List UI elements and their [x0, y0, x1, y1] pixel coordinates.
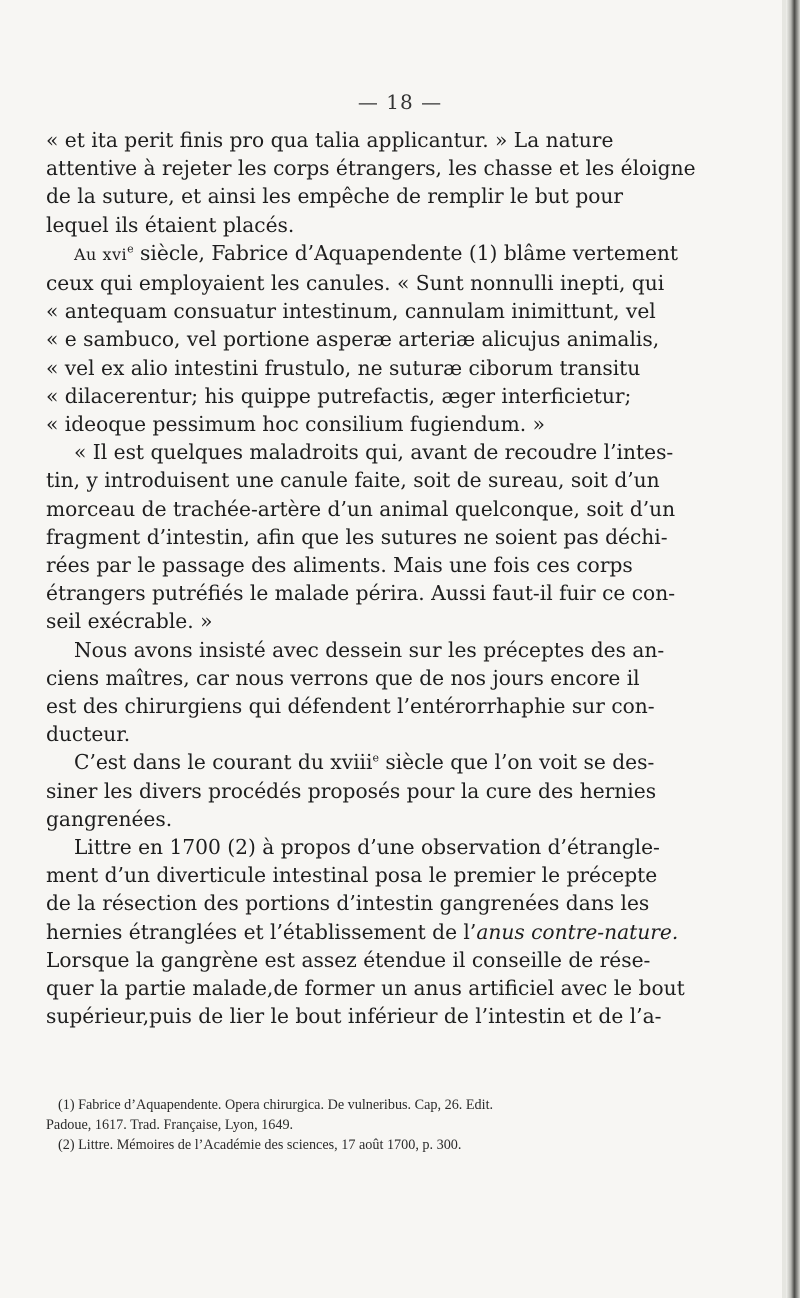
- text-line: rées par le passage des aliments. Mais une fois ces corps: [46, 553, 633, 578]
- text-line: quer la partie malade,de former un anus artificiel avec le bout: [46, 976, 685, 1001]
- quote-line: « vel ex alio intestini frustulo, ne suturæ ciborum transitu: [46, 355, 641, 380]
- text-line: tin, y introduisent une canule faite, soit de sureau, soit d’un: [46, 468, 660, 493]
- text-line: de la résection des portions d’intestin gangrenées dans les: [46, 891, 650, 916]
- text-line: est des chirurgiens qui défendent l’entérorrhaphie sur con-: [46, 694, 655, 719]
- footnotes: [46, 1095, 766, 1155]
- italic-term: anus contre-nature.: [476, 919, 679, 944]
- quote-line: « antequam consuatur intestinum, cannulam inimittunt, vel: [46, 299, 656, 324]
- text-fragment: C’est dans le courant du xviii: [74, 750, 373, 775]
- text-line: Littre en 1700 (2) à propos d’une observation d’étrangle-: [74, 835, 660, 860]
- quote-line: « ideoque pessimum hoc consilium fugiendum. »: [46, 412, 545, 437]
- footnote-2: (2) Littre. Mémoires de l’Académie des sciences, 17 août 1700, p. 300.: [58, 1137, 462, 1153]
- quote-line: « dilacerentur; his quippe putrefactis, æger interficietur;: [46, 383, 632, 408]
- text-line: attentive à rejeter les corps étrangers, les chasse et les éloigne: [46, 156, 696, 181]
- superscript: e: [127, 242, 134, 256]
- text-line: [46, 918, 766, 946]
- body-text: [46, 126, 766, 1031]
- text-line: Lorsque la gangrène est assez étendue il conseille de rése-: [46, 947, 651, 972]
- text-line: [46, 748, 766, 776]
- text-line: lequel ils étaient placés.: [46, 212, 295, 237]
- text-line: supérieur,puis de lier le bout inférieur de l’intestin et de l’a-: [46, 1004, 662, 1029]
- text-line: « et ita perit finis pro qua talia applicantur. » La nature: [46, 128, 614, 152]
- text-line: ciens maîtres, car nous verrons que de nos jours encore il: [46, 665, 640, 690]
- text-line: gangrenées.: [46, 806, 173, 831]
- text-line: de la suture, et ainsi les empêche de remplir le but pour: [46, 184, 624, 209]
- page-edge: [786, 0, 800, 1298]
- footnote-1: (1) Fabrice d’Aquapendente. Opera chirurgica. De vulneribus. Cap, 26. Edit.: [58, 1097, 494, 1113]
- text-line: ceux qui employaient les canules. « Sunt nonnulli inepti, qui: [46, 271, 665, 296]
- quote-line: « e sambuco, vel portione asperæ arteriæ alicujus animalis,: [46, 327, 660, 352]
- text-line: ducteur.: [46, 722, 131, 747]
- text-line: ment d’un diverticule intestinal posa le premier le précepte: [46, 863, 658, 888]
- text-line: « Il est quelques maladroits qui, avant de recoudre l’intes-: [74, 440, 674, 465]
- text-line: morceau de trachée-artère d’un animal quelconque, soit d’un: [46, 496, 676, 521]
- superscript: e: [372, 751, 379, 765]
- text-line: siner les divers procédés proposés pour la cure des hernies: [46, 778, 657, 803]
- text-line: Nous avons insisté avec dessein sur les préceptes des an-: [74, 637, 665, 662]
- text-line: fragment d’intestin, afin que les sutures ne soient pas déchi-: [46, 524, 668, 549]
- footnote-1-continued: Padoue, 1617. Trad. Française, Lyon, 1649.: [46, 1117, 294, 1133]
- text-line: seil exécrable. »: [46, 609, 213, 634]
- text-fragment: hernies étranglées et l’établissement de l’: [46, 919, 477, 944]
- text-fragment: siècle, Fabrice d’Aquapendente (1) blâme vertement: [133, 240, 679, 265]
- text-fragment: siècle que l’on voit se des-: [378, 750, 655, 775]
- century-numeral: Au xvi: [74, 244, 128, 264]
- page-number: — 18 —: [357, 90, 443, 114]
- text-line: étrangers putréfiés le malade périra. Aussi faut-il fuir ce con-: [46, 581, 676, 606]
- text-line: [46, 239, 766, 269]
